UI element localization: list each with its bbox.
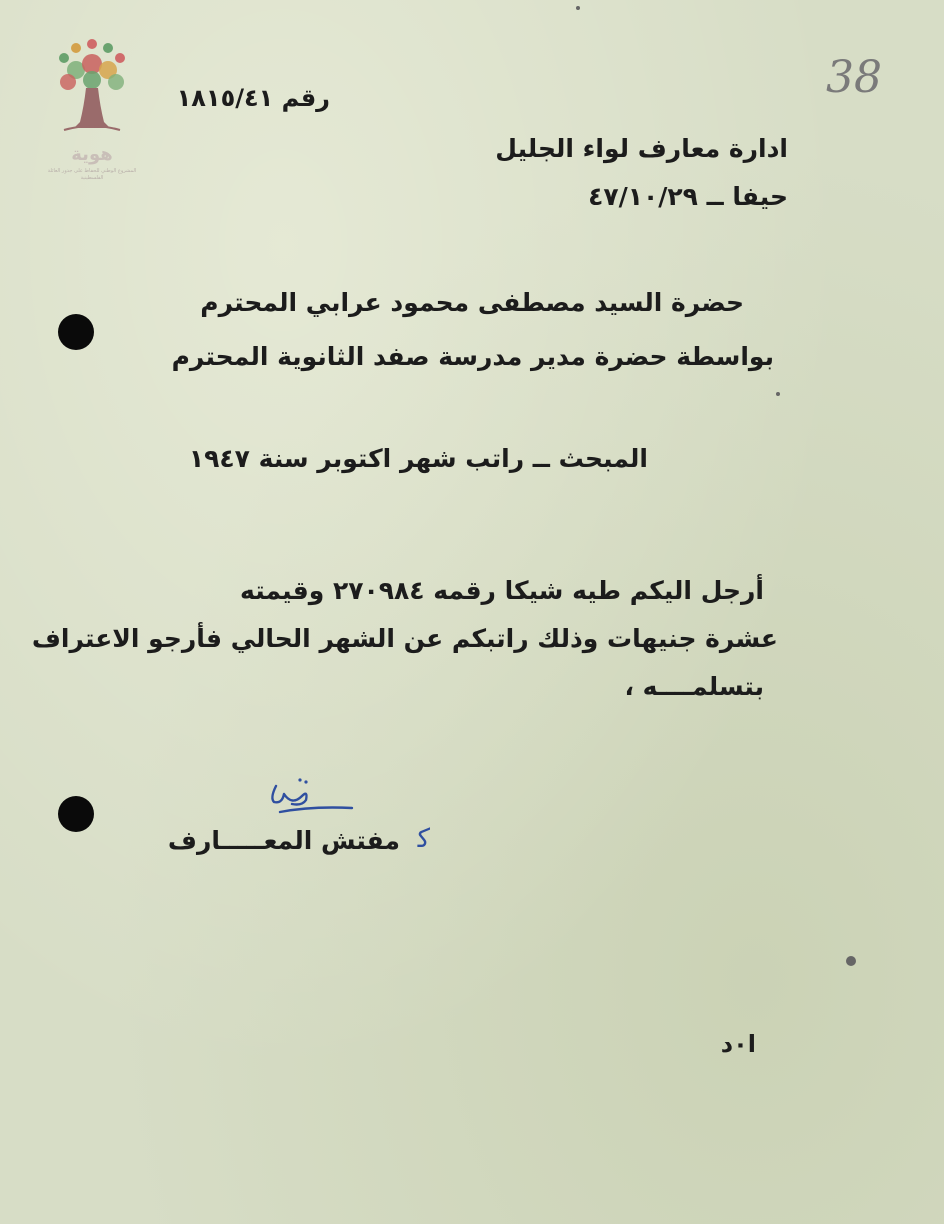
logo-name: هوية bbox=[71, 144, 113, 165]
signature-mark: ﻛ bbox=[417, 824, 430, 854]
binder-hole-top bbox=[58, 314, 94, 350]
handwritten-initials bbox=[262, 772, 362, 826]
subject-line: المبحث ــ راتب شهر اكتوبر سنة ١٩٤٧ bbox=[188, 444, 648, 473]
body-line-3: بتسلمــــه ، bbox=[624, 672, 764, 701]
office-name: ادارة معارف لواء الجليل bbox=[495, 134, 788, 163]
logo-tagline: المشروع الوطني للحفاظ على جذور العائلة الفلسطينية bbox=[47, 168, 137, 181]
addressee-line-1: حضرة السيد مصطفى محمود عرابي المحترم bbox=[200, 288, 744, 317]
hawiya-logo bbox=[46, 36, 138, 186]
reference-number: رقم ١٨١٥/٤١ bbox=[176, 84, 330, 112]
place-date: حيفا ــ ٤٧/١٠/٢٩ bbox=[588, 182, 788, 211]
paper-speck bbox=[846, 956, 856, 966]
signatory-title: مفتش المعـــــارف bbox=[167, 826, 400, 855]
signature-scribble-icon bbox=[262, 772, 362, 822]
body-line-1: أرجل اليكم طيه شيكا رقمه ٢٧٠٩٨٤ وقيمته bbox=[240, 576, 764, 605]
footer-code: ا٠د bbox=[720, 1030, 756, 1058]
tree-logo-icon bbox=[46, 36, 138, 146]
binder-hole-bottom bbox=[58, 796, 94, 832]
paper-speck bbox=[776, 392, 780, 396]
page-number: 38 bbox=[826, 52, 882, 103]
paper-speck bbox=[576, 6, 580, 10]
body-line-2: عشرة جنيهات وذلك راتبكم عن الشهر الحالي فأرجو الاعتراف bbox=[31, 624, 778, 653]
addressee-line-2: بواسطة حضرة مدير مدرسة صفد الثانوية المحترم bbox=[171, 342, 774, 371]
